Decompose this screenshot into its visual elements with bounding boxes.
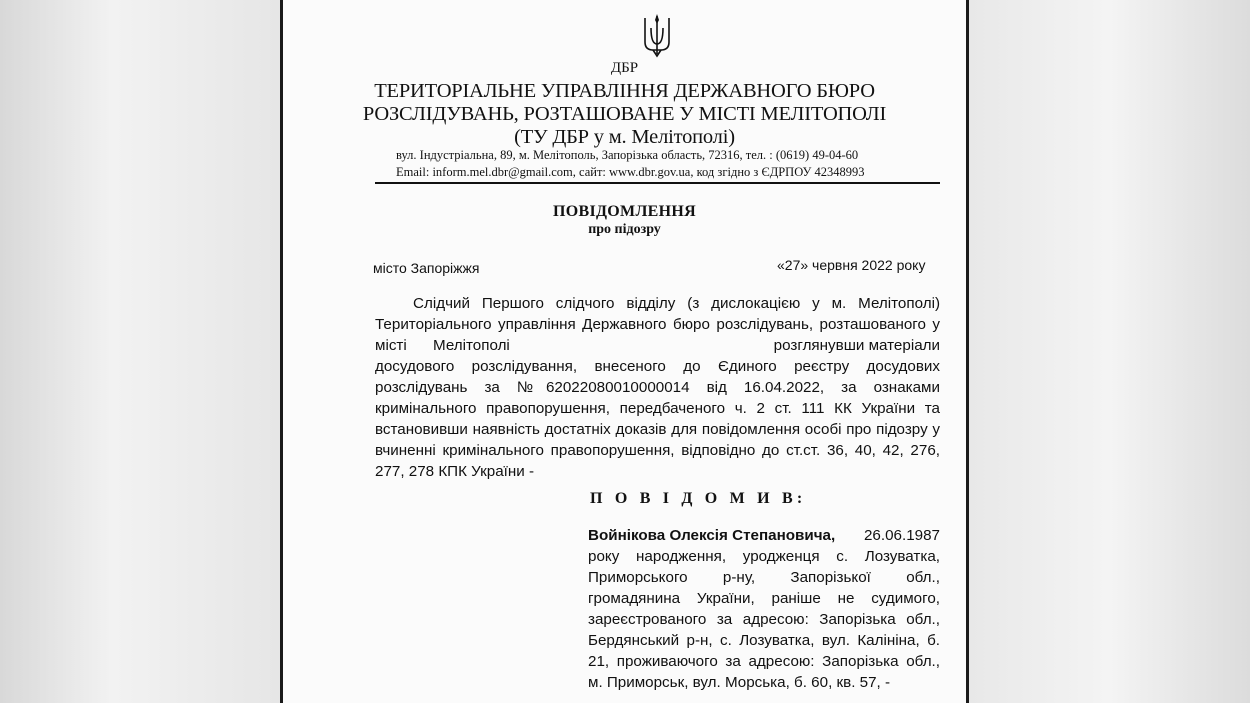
document-page — [283, 0, 966, 703]
para-line: встановивши наявність достатніх доказів для повідомлення особі про підозру у — [375, 421, 940, 438]
suspect-line: зареєстрованого за адресою: Запорізька обл., — [588, 611, 940, 628]
para-line: Територіального управління Державного бюро розслідувань, розташованого у — [375, 316, 940, 333]
para-line: вчиненні кримінального правопорушення, відповідно до ст.ст. 36, 40, 42, 276, — [375, 442, 940, 459]
suspect-name-line — [588, 527, 940, 544]
org-name-line3: (ТУ ДБР у м. Мелітополі) — [514, 126, 735, 148]
suspect-line: Приморського р-ну, Запорізької обл., — [588, 569, 940, 586]
document-subtitle: про підозру — [588, 222, 661, 237]
org-contacts: Email: inform.mel.dbr@gmail.com, сайт: www.dbr.gov.ua, код згідно з ЄДРПОУ 42348993 — [396, 165, 865, 179]
page-edge-right — [966, 0, 969, 703]
para-city-name: Мелітополі — [433, 337, 510, 354]
para-reviewed: розглянувши матеріали — [773, 337, 940, 354]
agency-abbreviation: ДБР — [610, 60, 639, 76]
suspect-line: року народження, уродженця с. Лозуватка, — [588, 548, 940, 565]
para-line: кримінального правопорушення, передбаченого ч. 2 ст. 111 КК України та — [375, 400, 940, 417]
document-city: місто Запоріжжя — [373, 260, 480, 276]
header-divider — [375, 182, 940, 184]
org-address: вул. Індустріальна, 89, м. Мелітополь, Запорізька область, 72316, тел. : (0619) 49-04-60 — [396, 148, 859, 162]
para-line: досудового розслідування, внесеного до Єдиного реєстру досудових — [375, 358, 940, 375]
org-name-line2: РОЗСЛІДУВАНЬ, РОЗТАШОВАНЕ У МІСТІ МЕЛІТОПОЛІ — [362, 103, 887, 125]
background-right — [968, 0, 1250, 703]
document-date — [777, 257, 925, 273]
suspect-line: 21, проживаючого за адресою: Запорізька обл., — [588, 653, 940, 670]
date-month-year: червня 2022 року — [812, 257, 926, 273]
suspect-line: Бердянський р-н, с. Лозуватка, вул. Калініна, б. — [588, 632, 940, 649]
para-line: Слідчий Першого слідчого відділу (з дислокацією у м. Мелітополі) — [413, 295, 940, 312]
suspect-name: Войнікова Олексія Степановича, — [588, 527, 836, 544]
announced-heading: П О В І Д О М И В: — [590, 490, 807, 507]
document-title: ПОВІДОМЛЕННЯ — [553, 203, 696, 220]
trident-icon — [643, 14, 671, 58]
org-name-line1: ТЕРИТОРІАЛЬНЕ УПРАВЛІННЯ ДЕРЖАВНОГО БЮРО — [374, 80, 875, 102]
para-line: 277, 278 КПК України - — [375, 463, 535, 480]
background-left — [0, 0, 280, 703]
para-line: розслідувань за №62022080010000014 від 16.04.2022, за ознаками — [375, 379, 940, 396]
para-city-word: місті — [375, 337, 407, 354]
suspect-line: м. Приморськ, вул. Морська, б. 60, кв. 57, - — [588, 674, 891, 691]
suspect-line: громадянина України, раніше не судимого, — [588, 590, 940, 607]
suspect-dob: 26.06.1987 — [863, 527, 940, 544]
date-day: «27» — [777, 257, 809, 273]
